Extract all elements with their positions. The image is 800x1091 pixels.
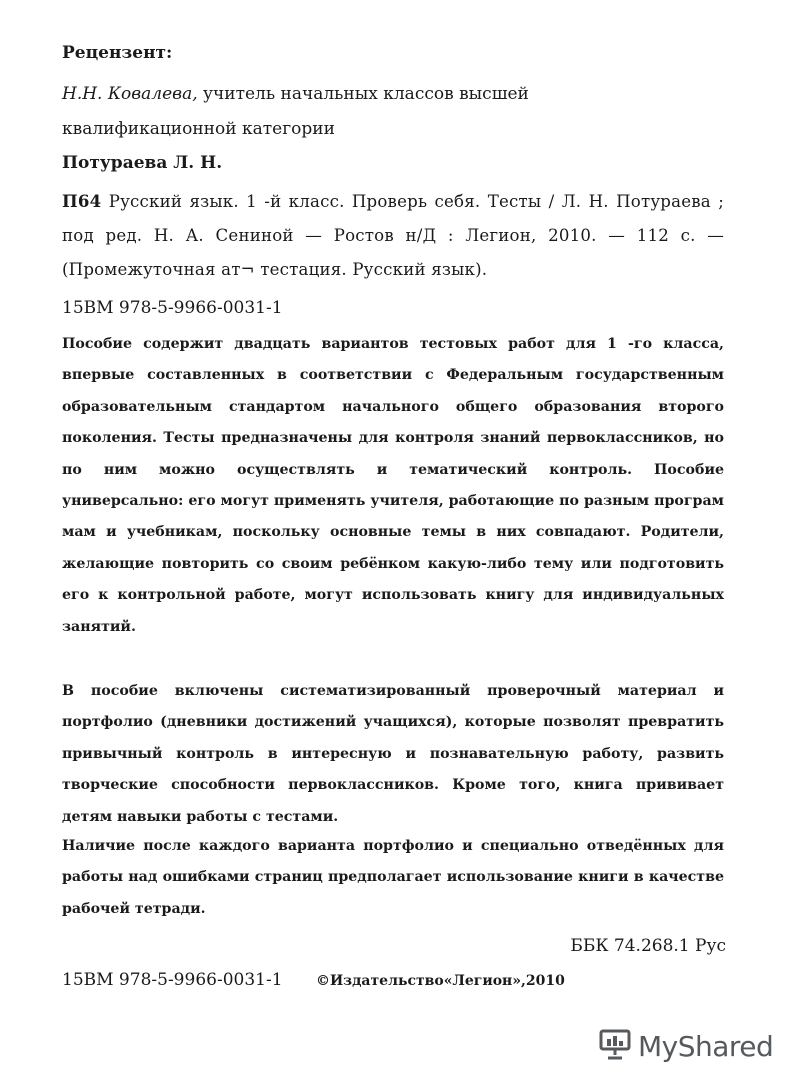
catalog-text: Русский язык. 1 -й класс. Проверь себя. Тесты / Л. Н. Потураева ; под ред. Н. А. Сениной — Ростов н/Д : Легион, 2010. — 112 с. — (Промежуточная ат¬ тестация. Русский язык). [62,192,724,279]
reviewer-name: Н.Н. Ковалева, [62,84,198,104]
watermark-text: MyShared [638,1029,774,1063]
abstract-paragraph-3: Наличие после каждого варианта портфолио и специально отведённых для работы над ошибками страниц предполагает использование книги в качестве рабочей тетради. [62,838,724,917]
catalog-code: П64 [62,191,102,211]
presentation-board-icon [598,1027,632,1065]
reviewer-line [62,84,529,104]
bottom-imprint [62,970,565,990]
isbn-top: 15ВМ 978-5-9966-0031-1 [62,298,283,318]
abstract-paragraph-1: Пособие содержит двадцать вариантов тестовых работ для 1 -го класса, впервые составленных в соответствии с Федеральным государственным образовательным стандартом начального общего образования второго поколения. Тесты предназначены для контроля знаний первоклассников, но по ним можно осуществлять и тематический контроль. Пособие универсально: его могут применять учителя, работающие по разным програм мам и учебникам, поскольку основные темы в них совпадают. Родители, желающие повторить со своим ребёнком какую-либо тему или подготовить его к контрольной работе, могут использовать книгу для индивидуальных занятий. [62,336,724,635]
bbk-index: ББК 74.268.1 Рус [570,936,726,956]
copyright: ©Издательство«Легион»,2010 [315,973,565,989]
catalog-description [62,184,724,287]
author-heading: Потураева Л. Н. [62,153,223,173]
abstract-paragraph-2: В пособие включены систематизированный проверочный материал и портфолио (дневники достижений учащихся), которые позволят превратить привычный контроль в интересную и познавательную работу, развить творческие способности первоклассников. Кроме того, книга прививает детям навыки работы с тестами. [62,683,724,825]
watermark [598,1026,774,1066]
reviewer-heading: Рецензент: [62,43,173,63]
reviewer-category: квалификационной категории [62,119,335,139]
isbn-bottom: 15ВМ 978-5-9966-0031-1 [62,970,283,990]
reviewer-description: учитель начальных классов высшей [197,84,529,104]
